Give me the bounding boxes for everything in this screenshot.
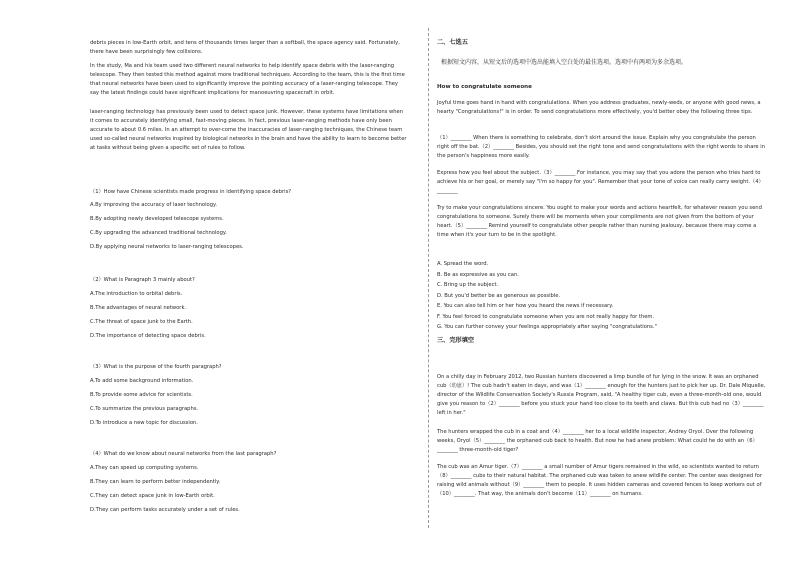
question-2 (90, 276, 408, 341)
question-1 (90, 188, 408, 252)
section-3-title: 三、完形填空 (437, 337, 475, 344)
question-option[interactable]: D.To introduce a new topic for discussion. (90, 420, 198, 426)
intro-paragraph-2: In the study, Ma and his team used two different neural networks to help identify space debris with the laser-ranging telescope. They then tested this method against more traditional techniques. According to the team, this is the first time that neural networks have been used to significantly improve the pointing accuracy of a laser-ranging telescope. They say the latest findings could have significant implications for manoeuvring spacecraft in orbit. (90, 63, 405, 96)
question-option[interactable]: D.The importance of detecting space debris. (90, 333, 206, 339)
question-option[interactable]: A.The introduction to orbital debris. (90, 291, 183, 297)
question-stem: （3）What is the purpose of the fourth paragraph? (90, 364, 222, 370)
question-option[interactable]: C.They can detect space junk in low-Earth orbit. (90, 493, 215, 499)
question-3 (90, 363, 408, 428)
question-option[interactable]: B.By adopting newly developed telescope systems. (90, 216, 224, 222)
passage-paragraph-4: Try to make your congratulations sincere. You ought to make your words and actions heartfelt, for whatever reason you send congratulations to someone. Surely there will be moments when your compliments are not given from the bottom of your heart.（5）________ Remind yourself to congratulate other people rather than nursing jealousy, because there may come a time when it's your turn to be in the spotlight. (437, 205, 762, 238)
question-option[interactable]: B.To provide some advice for scientists. (90, 392, 193, 398)
option-item: F. You feel forced to congratulate someone when you are not really happy for them. (437, 313, 655, 320)
cloze-paragraph-3: The cub was an Amur tiger.（7）________ a small number of Amur tigers remained in the wild, so scientists wanted to return（8）________ cubs to their natural habitat. The orphaned cub was taken to anew wildlife center. The center was designed for raising wild animals without（9）________ them to people. It uses hidden cameras and covered fences to keep workers out of（10）________. That way, the animals don't become（11）________ on humans. (437, 464, 762, 497)
column-divider (428, 28, 429, 528)
question-stem: （2）What is Paragraph 3 mainly about? (90, 277, 195, 283)
question-option[interactable]: C.To summarize the previous paragraphs. (90, 406, 199, 412)
option-list (437, 260, 769, 332)
section-2-instructions: 根据短文内容，从短文后的选项中选出能填入空白处的最佳选项。选项中有两项为多余选项。 (441, 59, 688, 66)
intro-paragraph-1: debris pieces in low-Earth orbit, and tens of thousands times larger than a softball, the space agency said. Fortunately, there have been surprisingly few collisions. (90, 40, 400, 55)
passage-title: How to congratulate someone (437, 84, 532, 90)
question-option[interactable]: A.By improving the accuracy of laser technology. (90, 202, 217, 208)
question-option[interactable]: B.The advantages of neural network. (90, 305, 187, 311)
question-option[interactable]: A.They can speed up computing systems. (90, 465, 199, 471)
cloze-paragraph-1: On a chilly day in February 2012, two Russian hunters discovered a limp bundle of fur lying in the snow. It was an orphaned cub（幼崽）! The cub hadn't eaten in days, and was（1）________ enough for the hunters just to pick her up. Dr. Dale Miquelle, director of the Wildlife Conservation Society's Russia Program, said, "A healthy tiger cub, even a three-month-old one, would give you reason to（2）________ before you stuck your hand too close to its teeth and claws. But this cub had no（3）________ left in her." (437, 374, 766, 416)
option-item: G. You can further convey your feelings appropriately after saying "congratulations." (437, 324, 657, 330)
section-2-title: 二、七选五 (437, 39, 468, 46)
question-stem: （1）How have Chinese scientists made progress in identifying space debris? (90, 189, 292, 195)
question-4 (90, 450, 408, 515)
question-option[interactable]: D.They can perform tasks accurately under a set of rules. (90, 507, 240, 513)
question-option[interactable]: B.They can learn to perform better independently. (90, 479, 221, 485)
cloze-paragraph-2: The hunters wrapped the cub in a coat and（4）________ her to a local wildlife inspector, Andrey Oryol. Over the following weeks, Oryol（5）________ the orphaned cub back to health. But now he had anew problem: What could he do with an（6）________ three-month-old tiger? (437, 429, 758, 453)
passage-paragraph-1: Joyful time goes hand in hand with congratulations. When you address graduates, newly-weds, or anyone with good news, a hearty "Congratulations!" is in order. To send congratulations more effectively, you'd better obey the following three tips. (437, 100, 761, 115)
question-option[interactable]: A.To add some background information. (90, 378, 194, 384)
intro-paragraph-3: laser-ranging technology has previously been used to detect space junk. However, these systems have limitations when it comes to accurately identifying small, fast-moving pieces. In fact, previous laser-ranging methods have only been accurate to about 0.6 miles. In an attempt to over-come the inaccuracies of laser-ranging techniques, the Chinese team used so-called neural networks inspired by biological networks in the brain and have the ability to learn to become better at tasks without being given a specific set of rules to follow. (90, 109, 407, 151)
option-item: E. You can also tell him or her how you heard the news if necessary. (437, 303, 614, 309)
option-item: D. But you'd better be as generous as possible. (437, 292, 561, 299)
question-option[interactable]: D.By applying neural networks to laser-ranging telescopes. (90, 244, 244, 250)
question-option[interactable]: C.The threat of space junk to the Earth. (90, 319, 193, 325)
question-option[interactable]: C.By upgrading the advanced traditional technology. (90, 230, 227, 236)
passage-paragraph-3: Express how you feel about the subject.（3）________ For instance, you may say that you adore the person who tries hard to achieve his or her goal, or merely say "I'm so happy for you". Remember that your tone of voice can really carry weight.（4）________ (437, 170, 764, 194)
option-item: B. Be as expressive as you can. (437, 271, 519, 278)
option-item: C. Bring up the subject. (437, 282, 499, 288)
option-item: A. Spread the word. (437, 261, 489, 267)
question-stem: （4）What do we know about neural networks from the last paragraph? (90, 451, 277, 457)
passage-paragraph-2: （1）________ When there is something to celebrate, don't skirt around the issue. Explain why you congratulate the person right off the bat.（2）________ Besides, you should set the right tone and send congratulations with the right words to share in the person's happiness more easily. (437, 135, 765, 159)
